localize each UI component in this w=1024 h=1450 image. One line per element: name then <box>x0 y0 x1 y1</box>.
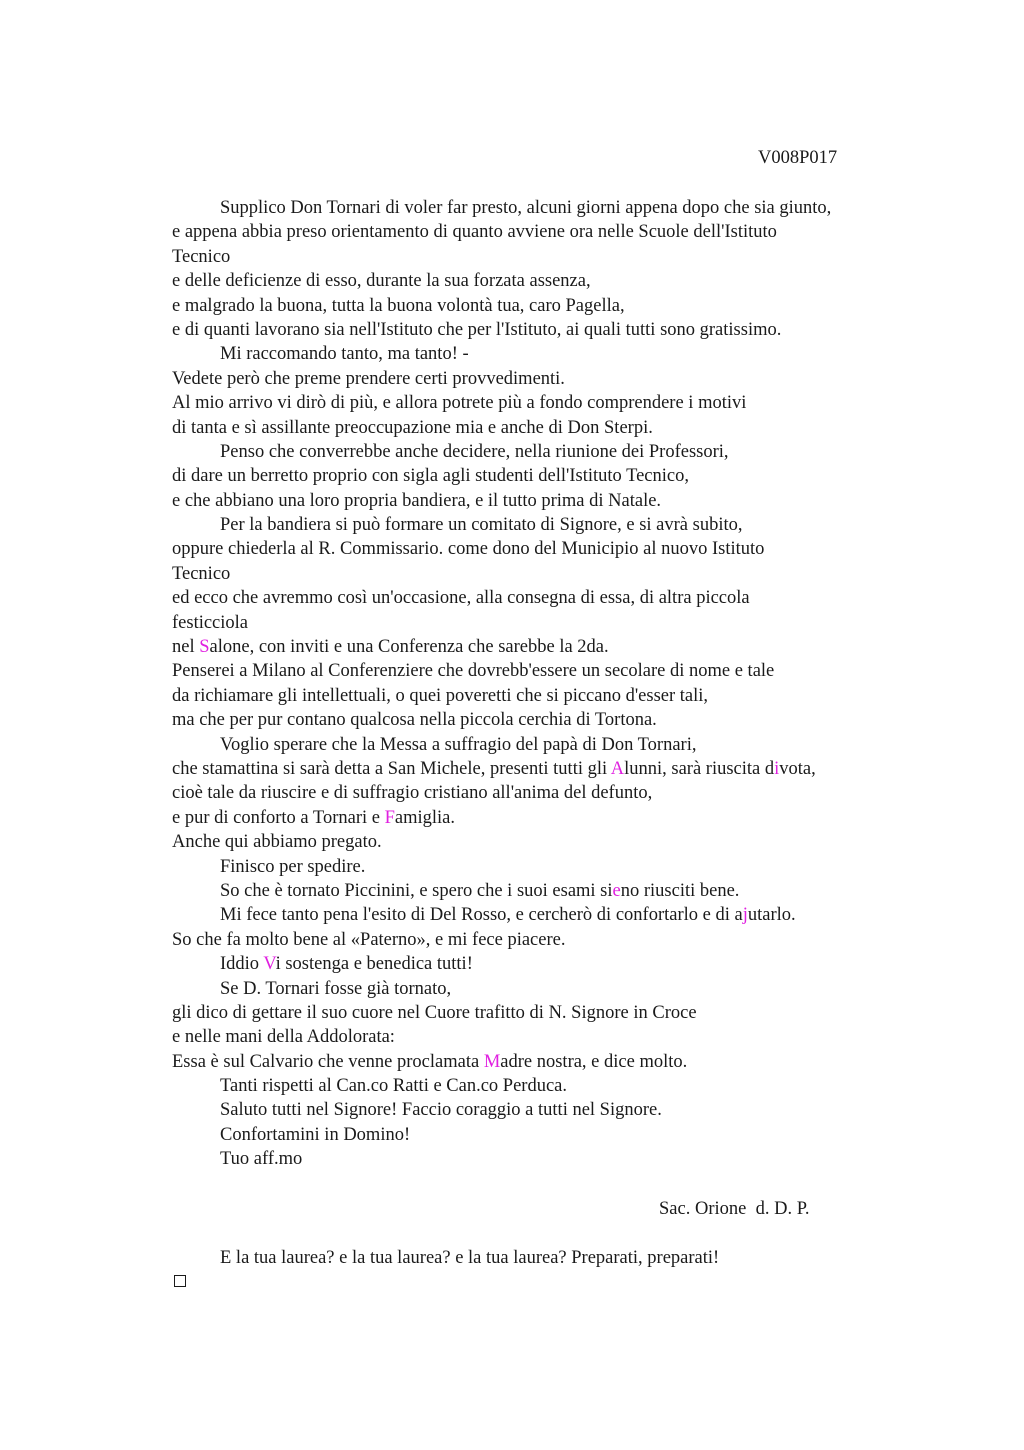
page-code: V008P017 <box>758 148 838 168</box>
text-line: Confortamini in Domino! <box>220 1124 411 1145</box>
text-line: Al mio arrivo vi dirò di più, e allora potrete più a fondo comprendere i motivi <box>172 393 747 414</box>
empty-square-icon <box>174 1275 186 1287</box>
text-line: Tecnico <box>172 246 231 267</box>
postscript: E la tua laurea? e la tua laurea? e la tua laurea? Preparati, preparati! <box>220 1248 720 1268</box>
text-run: lunni, sarà riuscita d <box>624 758 775 779</box>
text-run: no riusciti bene. <box>620 880 740 901</box>
text-line <box>172 952 932 976</box>
text-line: Saluto tutti nel Signore! Faccio coraggio a tutti nel Signore. <box>220 1100 662 1121</box>
text-line: e che abbiano una loro propria bandiera, e il tutto prima di Natale. <box>172 490 662 511</box>
text-line: Penso che converrebbe anche decidere, nella riunione dei Professori, <box>220 441 729 462</box>
letter-body <box>172 196 932 1172</box>
text-line: Vedete però che preme prendere certi provvedimenti. <box>172 368 565 389</box>
text-line: ed ecco che avremmo così un'occasione, alla consegna di essa, di altra piccola <box>172 588 750 609</box>
highlighted-letter: V <box>263 954 276 975</box>
text-run: Essa è sul Calvario che venne proclamata <box>172 1051 484 1072</box>
text-line: ma che per pur contano qualcosa nella piccola cerchia di Tortona. <box>172 710 657 731</box>
text-line: Mi raccomando tanto, ma tanto! - <box>220 344 469 365</box>
text-line: gli dico di gettare il suo cuore nel Cuore trafitto di N. Signore in Croce <box>172 1002 697 1023</box>
text-line: Tanti rispetti al Can.co Ratti e Can.co Perduca. <box>220 1076 568 1097</box>
text-run: utarlo. <box>747 905 796 926</box>
text-line <box>172 879 932 903</box>
text-run: So che è tornato Piccinini, e spero che i suoi esami si <box>220 880 613 901</box>
text-run: che stamattina si sarà detta a San Michele, presenti tutti gli <box>172 758 611 779</box>
text-line <box>172 806 932 830</box>
highlighted-letter: M <box>483 1051 501 1072</box>
text-run: Mi fece tanto pena l'esito di Del Rosso, e cercherò di confortarlo e di a <box>220 905 743 926</box>
text-line <box>172 635 932 659</box>
text-line: Tecnico <box>172 563 231 584</box>
text-run: amiglia. <box>394 807 455 828</box>
text-line: Penserei a Milano al Conferenziere che dovrebb'essere un secolare di nome e tale <box>172 661 775 682</box>
text-line: Se D. Tornari fosse già tornato, <box>220 978 452 999</box>
text-line: e delle deficienze di esso, durante la sua forzata assenza, <box>172 271 591 292</box>
highlighted-letter: F <box>384 807 395 828</box>
text-line: Supplico Don Tornari di voler far presto, alcuni giorni appena dopo che sia giunto, <box>220 198 832 218</box>
text-line: Tuo aff.mo <box>220 1149 303 1170</box>
text-line: cioè tale da riuscire e di suffragio cristiano all'anima del defunto, <box>172 783 653 804</box>
text-run: nel <box>172 637 200 658</box>
highlighted-letter: i <box>774 758 780 779</box>
highlighted-letter: A <box>610 758 625 779</box>
text-line: festicciola <box>172 612 249 633</box>
text-line: Per la bandiera si può formare un comitato di Signore, e si avrà subito, <box>220 515 743 536</box>
text-line: Voglio sperare che la Messa a suffragio del papà di Don Tornari, <box>220 734 697 755</box>
text-line: e di quanti lavorano sia nell'Istituto che per l'Istituto, ai quali tutti sono gratissimo. <box>172 319 782 340</box>
text-run: adre nostra, e dice molto. <box>500 1051 688 1072</box>
text-run: Iddio <box>220 954 264 975</box>
text-line: Finisco per spedire. <box>220 856 366 877</box>
text-line <box>172 757 932 781</box>
text-run: e pur di conforto a Tornari e <box>172 807 385 828</box>
highlighted-letter: j <box>742 905 748 926</box>
highlighted-letter: S <box>199 637 210 658</box>
text-run: vota, <box>779 758 816 779</box>
text-line: di tanta e sì assillante preoccupazione mia e anche di Don Sterpi. <box>172 417 653 438</box>
text-line: e malgrado la buona, tutta la buona volontà tua, caro Pagella, <box>172 295 625 316</box>
text-line: e appena abbia preso orientamento di quanto avviene ora nelle Scuole dell'Istituto <box>172 222 777 243</box>
text-line: Anche qui abbiamo pregato. <box>172 832 382 853</box>
text-run: alone, con inviti e una Conferenza che sarebbe la 2da. <box>209 637 609 658</box>
text-line: oppure chiederla al R. Commissario. come dono del Municipio al nuovo Istituto <box>172 539 765 560</box>
text-line <box>172 903 932 927</box>
highlighted-letter: e <box>612 880 621 901</box>
text-line: So che fa molto bene al «Paterno», e mi fece piacere. <box>172 929 566 950</box>
text-line: di dare un berretto proprio con sigla agli studenti dell'Istituto Tecnico, <box>172 466 689 487</box>
text-line <box>172 1050 932 1074</box>
signature: Sac. Orione d. D. P. <box>659 1199 810 1219</box>
text-run: i sostenga e benedica tutti! <box>275 954 473 975</box>
text-line: da richiamare gli intellettuali, o quei poveretti che si piccano d'esser tali, <box>172 685 709 706</box>
text-line: e nelle mani della Addolorata: <box>172 1027 395 1048</box>
